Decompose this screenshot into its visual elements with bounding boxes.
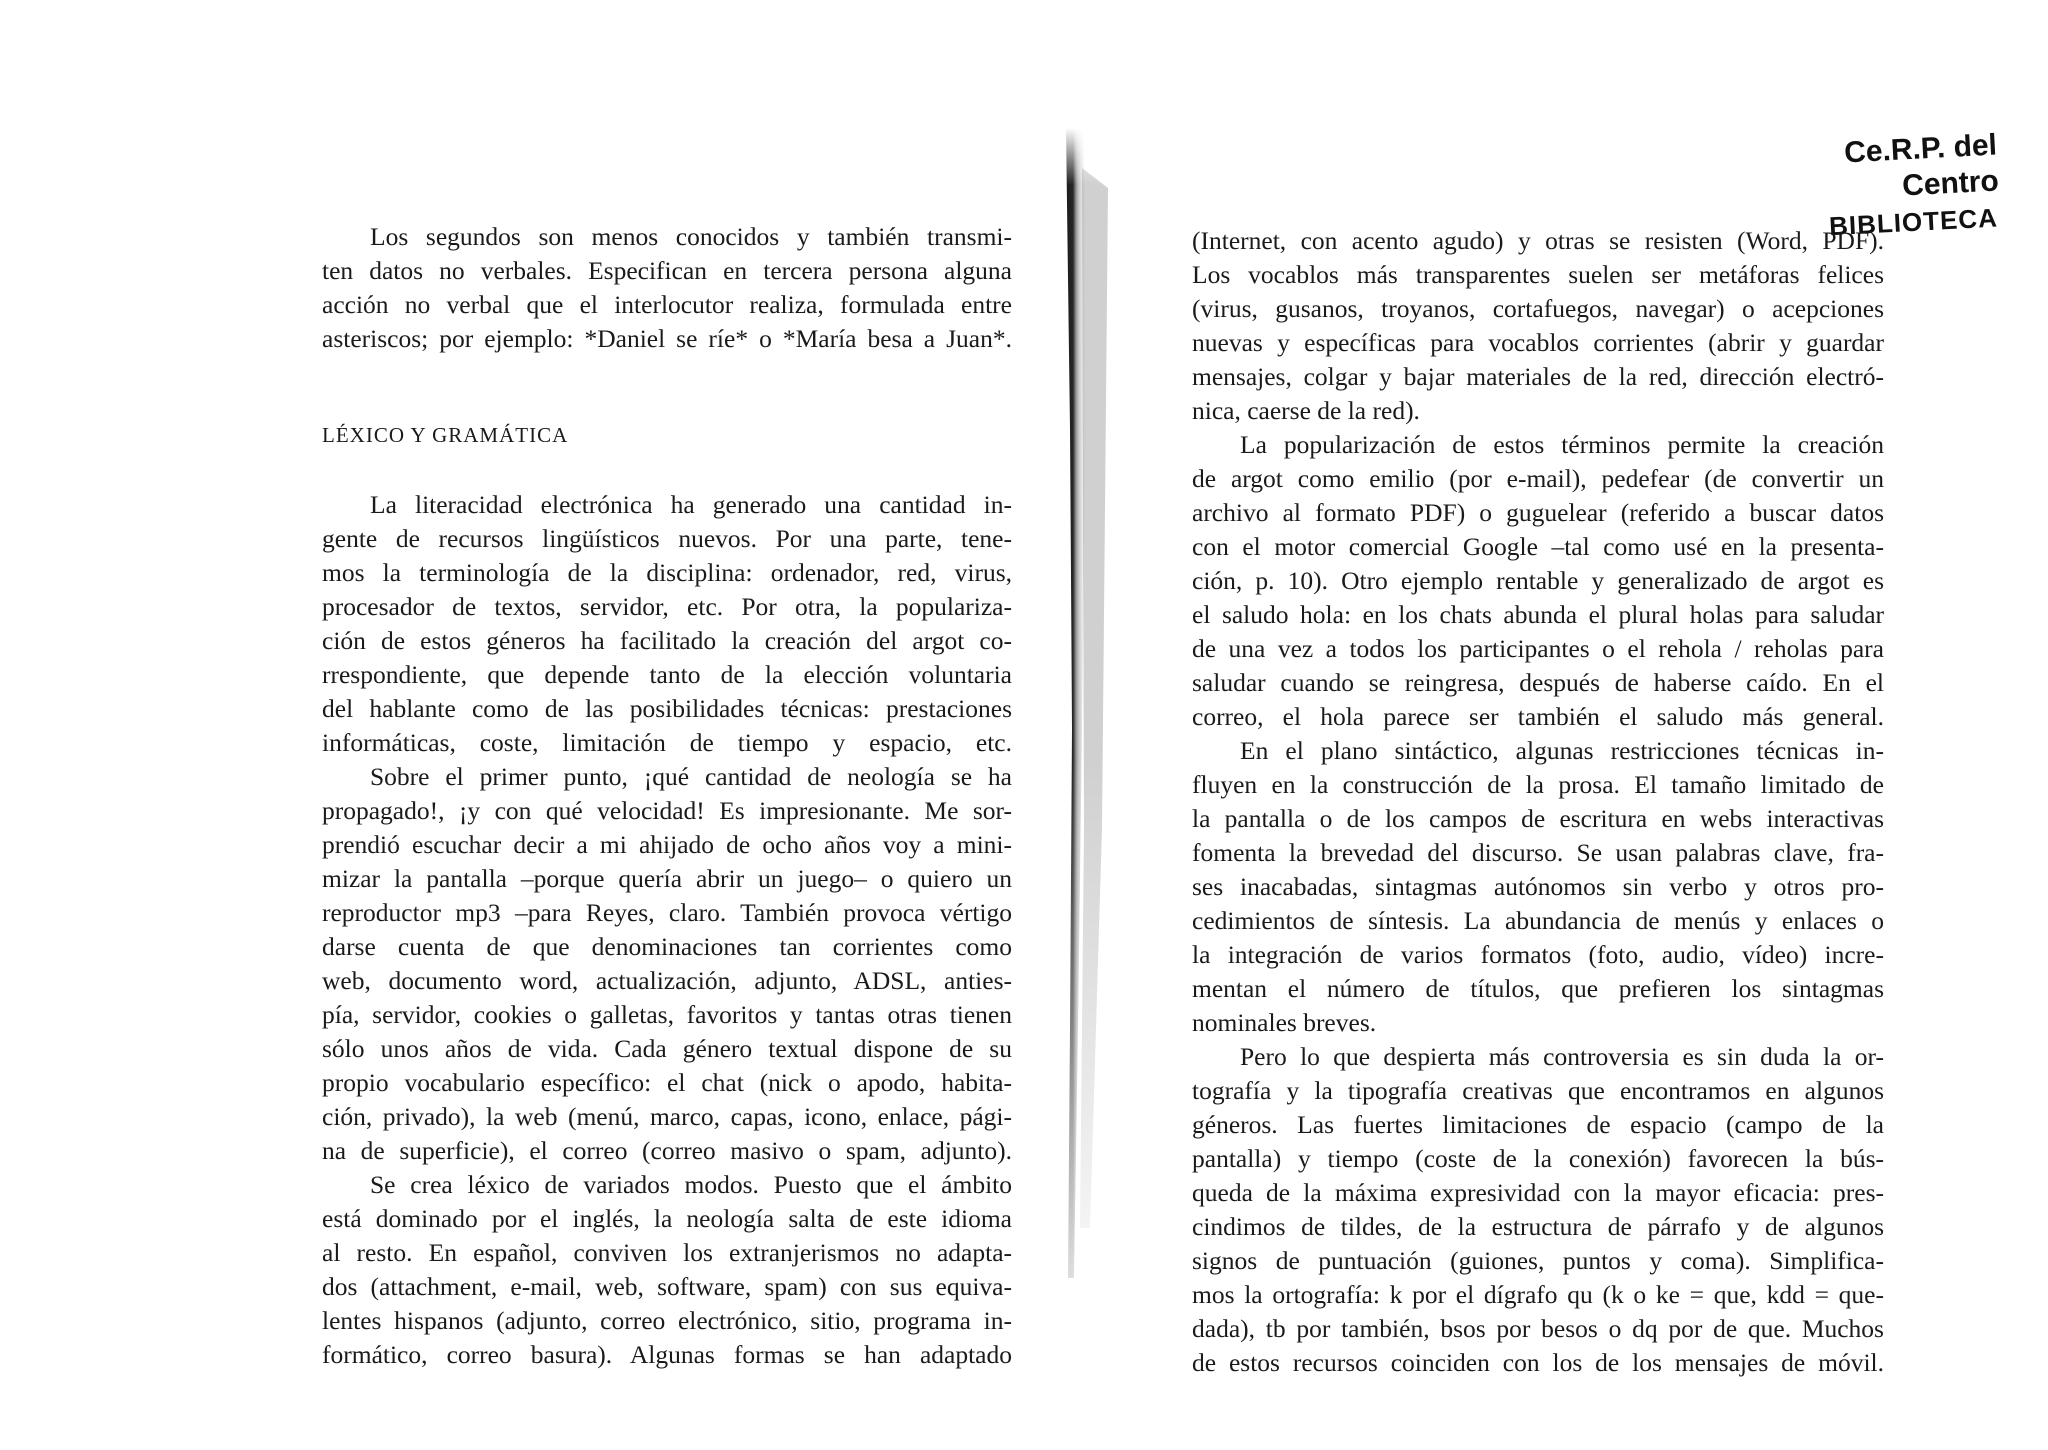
right-line: la integración de varios formatos (foto, audio, vídeo) incre-	[1192, 940, 1884, 969]
right-line: nica, caerse de la red).	[1192, 396, 1420, 425]
right-line: mensajes, colgar y bajar materiales de la red, dirección electró-	[1192, 362, 1884, 391]
right-line: de argot como emilio (por e-mail), pedefear (de convertir un	[1192, 464, 1884, 493]
right-line: cindimos de tildes, de la estructura de párrafo y de algunos	[1192, 1212, 1884, 1241]
right-line: mos la ortografía: k por el dígrafo qu (k o ke = que, kdd = que-	[1192, 1280, 1884, 1309]
right-line: (Internet, con acento agudo) y otras se resisten (Word, PDF).	[1192, 226, 1884, 255]
right-line: fomenta la brevedad del discurso. Se usan palabras clave, fra-	[1192, 838, 1884, 867]
section-heading: LÉXICO Y GRAMÁTICA	[322, 423, 569, 447]
right-line: signos de puntuación (guiones, puntos y coma). Simplifica-	[1192, 1246, 1884, 1275]
right-line: archivo al formato PDF) o guguelear (referido a buscar datos	[1192, 498, 1884, 527]
left-line: darse cuenta de que denominaciones tan corrientes como	[322, 932, 1012, 961]
right-line: con el motor comercial Google –tal como usé en la presenta-	[1192, 532, 1884, 561]
left-line: propagado!, ¡y con qué velocidad! Es impresionante. Me sor-	[322, 796, 1012, 825]
right-line: queda de la máxima expresividad con la mayor eficacia: pres-	[1192, 1178, 1884, 1207]
right-line: de estos recursos coinciden con los de los mensajes de móvil.	[1192, 1348, 1884, 1377]
left-line: ción de estos géneros ha facilitado la creación del argot co-	[322, 626, 1012, 655]
right-line: correo, el hola parece ser también el saludo más general.	[1192, 702, 1884, 731]
left-line: La literacidad electrónica ha generado una cantidad in-	[370, 490, 1012, 519]
right-line: nuevas y específicas para vocablos corrientes (abrir y guardar	[1192, 328, 1884, 357]
right-line: tografía y la tipografía creativas que encontramos en algunos	[1192, 1076, 1884, 1105]
right-line: dada), tb por también, bsos por besos o dq por de que. Muchos	[1192, 1314, 1884, 1343]
left-line: procesador de textos, servidor, etc. Por otra, la populariza-	[322, 592, 1012, 621]
stamp-line-1: Ce.R.P. del Centro	[1843, 128, 2000, 203]
left-line: del hablante como de las posibilidades técnicas: prestaciones	[322, 694, 1012, 723]
right-line: saludar cuando se reingresa, después de haberse caído. En el	[1192, 668, 1884, 697]
left-line: gente de recursos lingüísticos nuevos. Por una parte, tene-	[322, 524, 1012, 553]
left-line: Sobre el primer punto, ¡qué cantidad de neología se ha	[370, 762, 1012, 791]
right-line: el saludo hola: en los chats abunda el plural holas para saludar	[1192, 600, 1884, 629]
right-line: ses inacabadas, sintagmas autónomos sin verbo y otros pro-	[1192, 872, 1884, 901]
left-line: Los segundos son menos conocidos y también transmi-	[370, 222, 1012, 251]
right-line: pantalla) y tiempo (coste de la conexión) favorecen la bús-	[1192, 1144, 1884, 1173]
left-line: sólo unos años de vida. Cada género textual dispone de su	[322, 1034, 1012, 1063]
left-line: Se crea léxico de variados modos. Puesto que el ámbito	[370, 1170, 1012, 1199]
right-line: Los vocablos más transparentes suelen ser metáforas felices	[1192, 260, 1884, 289]
book-gutter-shadow	[1062, 128, 1114, 1278]
right-line: En el plano sintáctico, algunas restricciones técnicas in-	[1240, 736, 1884, 765]
stamp-line-2: BIBLIOTECA	[1828, 202, 1999, 242]
right-line: Pero lo que despierta más controversia es sin duda la or-	[1240, 1042, 1884, 1071]
right-line: la pantalla o de los campos de escritura en webs interactivas	[1192, 804, 1884, 833]
left-line: mos la terminología de la disciplina: ordenador, red, virus,	[322, 558, 1012, 587]
left-line: ten datos no verbales. Especifican en tercera persona alguna	[322, 256, 1012, 285]
right-line: La popularización de estos términos permite la creación	[1240, 430, 1884, 459]
left-line: al resto. En español, conviven los extranjerismos no adapta-	[322, 1238, 1012, 1267]
left-line: dos (attachment, e-mail, web, software, spam) con sus equiva-	[322, 1272, 1012, 1301]
left-line: informáticas, coste, limitación de tiempo y espacio, etc.	[322, 728, 1012, 757]
left-line: ción, privado), la web (menú, marco, capas, icono, enlace, pági-	[322, 1102, 1012, 1131]
left-line: acción no verbal que el interlocutor realiza, formulada entre	[322, 290, 1012, 319]
left-line: pía, servidor, cookies o galletas, favoritos y tantas otras tienen	[322, 1000, 1012, 1029]
left-line: prendió escuchar decir a mi ahijado de ocho años voy a mini-	[322, 830, 1012, 859]
right-line: (virus, gusanos, troyanos, cortafuegos, navegar) o acepciones	[1192, 294, 1884, 323]
left-line: está dominado por el inglés, la neología salta de este idioma	[322, 1204, 1012, 1233]
left-line: lentes hispanos (adjunto, correo electrónico, sitio, programa in-	[322, 1306, 1012, 1335]
right-line: de una vez a todos los participantes o el rehola / reholas para	[1192, 634, 1884, 663]
left-line: reproductor mp3 –para Reyes, claro. También provoca vértigo	[322, 898, 1012, 927]
right-line: ción, p. 10). Otro ejemplo rentable y generalizado de argot es	[1192, 566, 1884, 595]
left-line: mizar la pantalla –porque quería abrir un juego– o quiero un	[322, 864, 1012, 893]
right-line: nominales breves.	[1192, 1008, 1377, 1037]
right-line: cedimientos de síntesis. La abundancia de menús y enlaces o	[1192, 906, 1884, 935]
right-line: géneros. Las fuertes limitaciones de espacio (campo de la	[1192, 1110, 1884, 1139]
right-line: fluyen en la construcción de la prosa. El tamaño limitado de	[1192, 770, 1884, 799]
left-line: asteriscos; por ejemplo: *Daniel se ríe* o *María besa a Juan*.	[322, 324, 1012, 353]
left-line: na de superficie), el correo (correo masivo o spam, adjunto).	[322, 1136, 1012, 1165]
left-line: web, documento word, actualización, adjunto, ADSL, anties-	[322, 966, 1012, 995]
left-line: formático, correo basura). Algunas formas se han adaptado	[322, 1340, 1012, 1369]
left-line: propio vocabulario específico: el chat (nick o apodo, habita-	[322, 1068, 1012, 1097]
left-line: rrespondiente, que depende tanto de la elección voluntaria	[322, 660, 1012, 689]
right-line: mentan el número de títulos, que prefieren los sintagmas	[1192, 974, 1884, 1003]
